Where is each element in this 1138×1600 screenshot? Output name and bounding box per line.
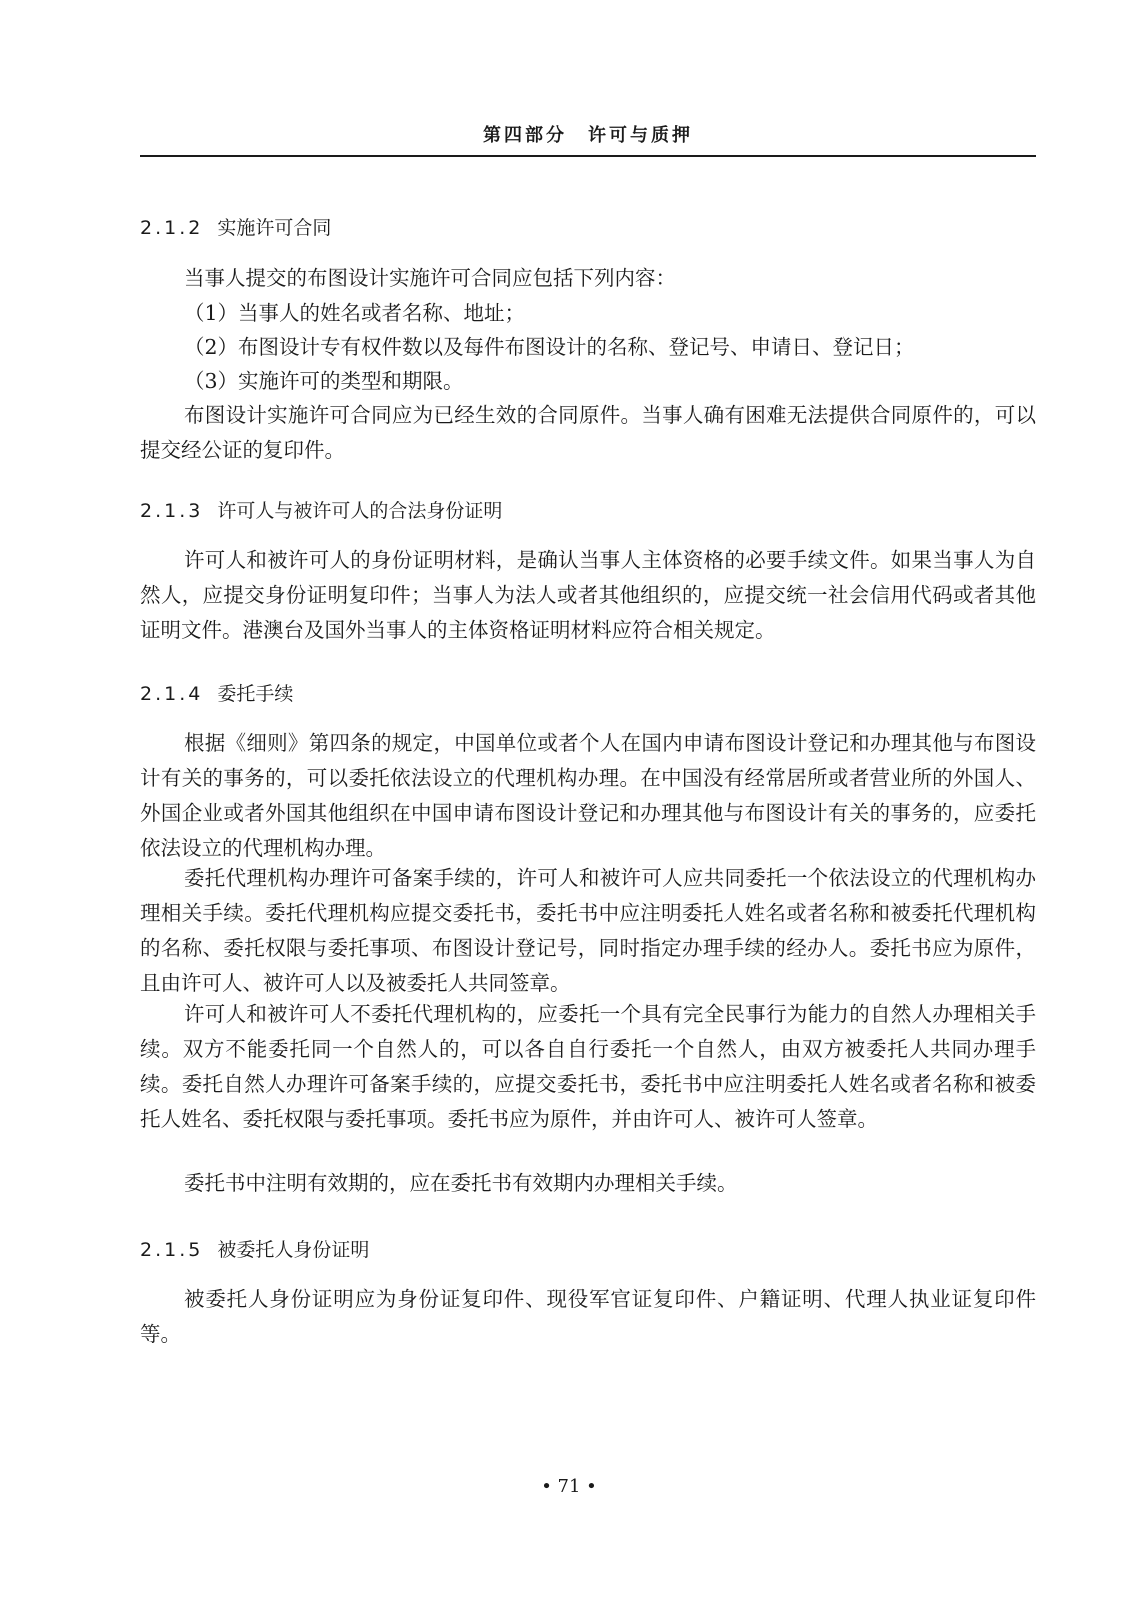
paragraph: 许可人和被许可人的身份证明材料，是确认当事人主体资格的必要手续文件。如果当事人为自然人，应提交身份证明复印件；当事人为法人或者其他组织的，应提交统一社会信用代码或者其他证明文件。港澳台及国外当事人的主体资格证明材料应符合相关规定。 <box>140 548 1036 642</box>
page-number: • 71 • <box>541 1476 597 1497</box>
paragraph: 布图设计实施许可合同应为已经生效的合同原件。当事人确有困难无法提供合同原件的，可以提交经公证的复印件。 <box>140 403 1036 462</box>
section-title: 实施许可合同 <box>217 217 332 239</box>
paragraph: 委托代理机构办理许可备案手续的，许可人和被许可人应共同委托一个依法设立的代理机构办理相关手续。委托代理机构应提交委托书，委托书中应注明委托人姓名或者名称和被委托代理机构的名称、委托权限与委托事项、布图设计登记号，同时指定办理手续的经办人。委托书应为原件，且由许可人、被许可人以及被委托人共同签章。 <box>140 866 1036 995</box>
paragraph: 被委托人身份证明应为身份证复印件、现役军官证复印件、户籍证明、代理人执业证复印件等。 <box>140 1287 1036 1346</box>
header-divider <box>140 155 1036 157</box>
section-heading-2-1-2 <box>140 214 1036 242</box>
list-item: （1）当事人的姓名或者名称、地址； <box>184 301 526 325</box>
section-number: 2.1.5 <box>140 1239 204 1261</box>
running-header: 第四部分 许可与质押 <box>483 125 693 146</box>
section-number: 2.1.4 <box>140 683 204 705</box>
section-title: 委托手续 <box>217 683 294 705</box>
list-item: （2）布图设计专有权件数以及每件布图设计的名称、登记号、申请日、登记日； <box>184 335 915 359</box>
paragraph: 许可人和被许可人不委托代理机构的，应委托一个具有完全民事行为能力的自然人办理相关手续。双方不能委托同一个自然人的，可以各自自行委托一个自然人，由双方被委托人共同办理手续。委托自然人办理许可备案手续的，应提交委托书，委托书中应注明委托人姓名或者名称和被委托人姓名、委托权限与委托事项。委托书应为原件，并由许可人、被许可人签章。 <box>140 1002 1036 1131</box>
section-heading-2-1-5 <box>140 1236 1036 1264</box>
section-heading-2-1-4 <box>140 680 1036 708</box>
section-heading-2-1-3 <box>140 497 1036 525</box>
paragraph: 当事人提交的布图设计实施许可合同应包括下列内容： <box>184 266 676 290</box>
list-item: （3）实施许可的类型和期限。 <box>184 369 464 393</box>
paragraph: 委托书中注明有效期的，应在委托书有效期内办理相关手续。 <box>184 1171 738 1195</box>
section-number: 2.1.3 <box>140 500 204 522</box>
section-number: 2.1.2 <box>140 217 204 239</box>
section-title: 许可人与被许可人的合法身份证明 <box>217 500 503 522</box>
paragraph: 根据《细则》第四条的规定，中国单位或者个人在国内申请布图设计登记和办理其他与布图设计有关的事务的，可以委托依法设立的代理机构办理。在中国没有经常居所或者营业所的外国人、外国企业或者外国其他组织在中国申请布图设计登记和办理其他与布图设计有关的事务的，应委托依法设立的代理机构办理。 <box>140 731 1036 860</box>
section-title: 被委托人身份证明 <box>217 1239 370 1261</box>
